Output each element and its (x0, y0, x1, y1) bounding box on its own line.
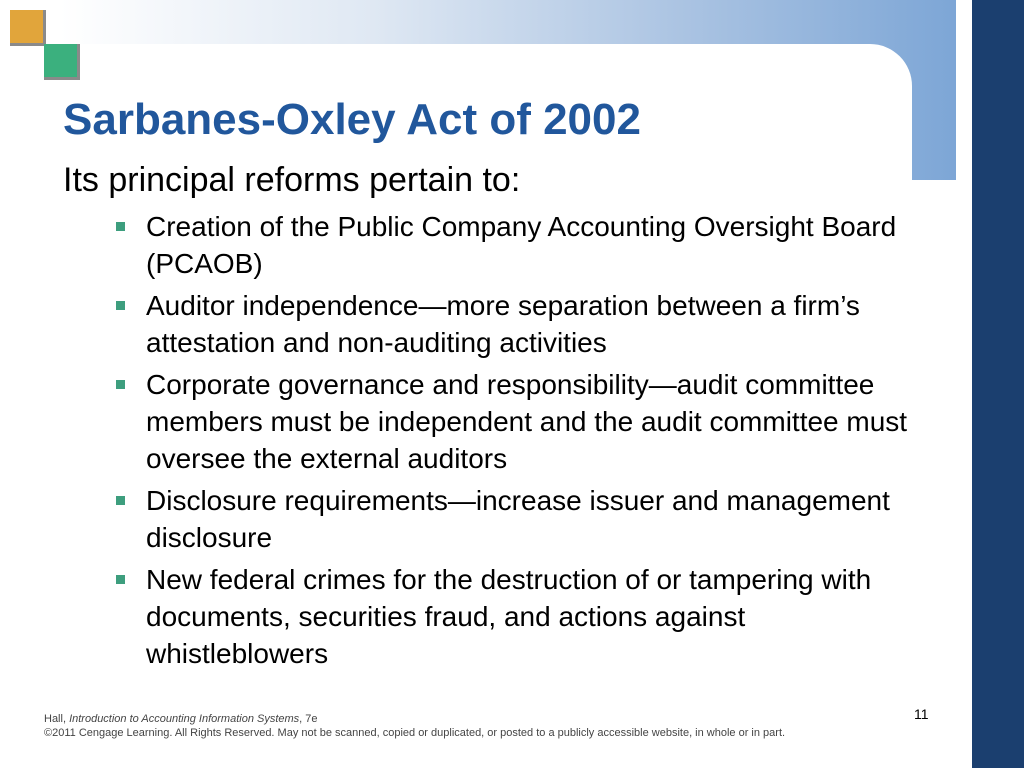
square-bullet-icon (116, 301, 125, 310)
square-bullet-icon (116, 222, 125, 231)
footer-citation (44, 712, 924, 726)
bullet-text: Creation of the Public Company Accounting Oversight Board (PCAOB) (146, 211, 897, 279)
right-side-bar (972, 0, 1024, 768)
bullet-item (110, 287, 930, 361)
footer (44, 712, 924, 740)
bullet-list (110, 208, 930, 677)
slide-title: Sarbanes-Oxley Act of 2002 (63, 95, 641, 144)
square-bullet-icon (116, 575, 125, 584)
square-bullet-icon (116, 380, 125, 389)
bullet-text: Corporate governance and responsibility—audit committee members must be independent and the audit committee must oversee the external auditors (146, 369, 908, 474)
square-bullet-icon (116, 496, 125, 505)
bullet-item (110, 561, 930, 672)
footer-edition: , 7e (299, 713, 318, 725)
bullet-text: Auditor independence—more separation between a firm’s attestation and non-auditing activities (146, 290, 860, 358)
footer-copyright: ©2011 Cengage Learning. All Rights Reserved. May not be scanned, copied or duplicated, or posted to a publicly accessible website, in whole or in part. (44, 727, 786, 739)
footer-book-title: Introduction to Accounting Information Systems (69, 713, 300, 725)
bullet-text: New federal crimes for the destruction of or tampering with documents, securities fraud, and actions against whistleblowers (146, 564, 872, 669)
bullet-text: Disclosure requirements—increase issuer and management disclosure (146, 485, 890, 553)
slide-subtitle: Its principal reforms pertain to: (63, 161, 521, 199)
footer-author: Hall, (44, 713, 70, 725)
bullet-item (110, 482, 930, 556)
green-square-decoration (44, 44, 80, 80)
page-number: 11 (914, 706, 929, 722)
bullet-item (110, 366, 930, 477)
orange-square-decoration (10, 10, 46, 46)
right-bar-gap (956, 0, 972, 768)
bullet-item (110, 208, 930, 282)
